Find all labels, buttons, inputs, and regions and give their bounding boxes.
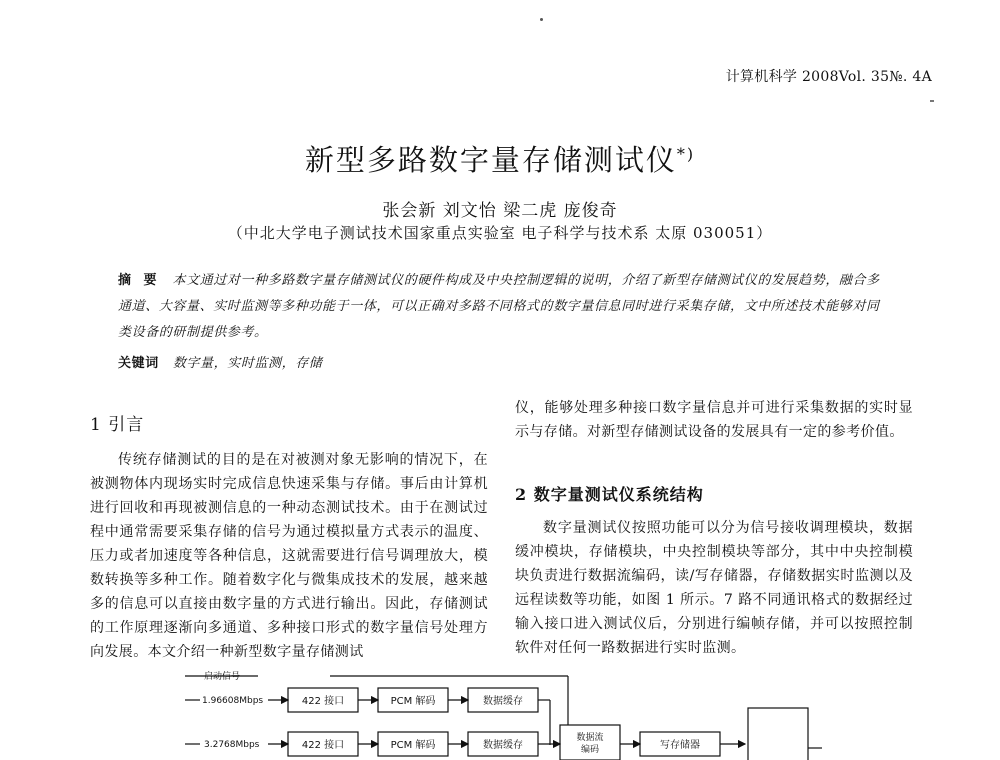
section-2-heading: 2 数字量测试仪系统结构: [515, 485, 704, 504]
affiliation: （中北大学电子测试技术国家重点实验室 电子科学与技术系 太原 030051）: [227, 224, 773, 242]
encoder-label-line2: 编码: [580, 745, 600, 755]
pcm-label: PCM 解码: [390, 696, 436, 707]
encoder-label-line1: 数据流: [576, 733, 604, 743]
journal-header: 计算机科学 2008Vol. 35№. 4A: [725, 69, 932, 85]
section-1-continuation: 仪，能够处理多种接口数字量信息并可进行采集数据的实时显示与存储。对新型存储测试设备的发展具有一定的参考价值。: [515, 400, 913, 440]
keywords-text: 数字量，实时监测，存储: [172, 356, 323, 371]
title-footnote-mark: *): [676, 144, 696, 164]
memory-label: 写存储器: [660, 740, 700, 751]
keywords-label: 关键词: [118, 356, 159, 371]
author-list: 张会新 刘文怡 梁二虎 庞俊奇: [382, 201, 618, 221]
if422-label: 422 接口: [301, 696, 345, 707]
abstract-label: 摘 要: [118, 273, 161, 288]
paper-title-text: 新型多路数字量存储测试仪: [304, 143, 677, 177]
buffer-label: 数据缓存: [483, 740, 523, 751]
control-box: [748, 708, 808, 760]
buffer-label: 数据缓存: [483, 696, 523, 707]
start-signal-label: 启动信号: [204, 672, 241, 682]
rate-label-2: 3.2768Mbps: [204, 740, 260, 750]
section-1-heading: 1 引言: [90, 415, 145, 435]
section-2-paragraph: 数字量测试仪按照功能可以分为信号接收调理模块，数据缓冲模块，存储模块，中央控制模块等部分，其中中央控制模块负责进行数据流编码，读/写存储器，存储数据实时监测以及远程读数等功能，如图 1 所示。7 路不同通讯格式的数据经过输入接口进入测试仪后，分别进行编帧存储，并可以按照控制软件对任何一路数据进行实时监测。: [515, 520, 913, 656]
pcm-label: PCM 解码: [390, 740, 436, 751]
abstract-text: 本文通过对一种多路数字量存储测试仪的硬件构成及中央控制逻辑的说明，介绍了新型存储测试仪的发展趋势，融合多通道、大容量、实时监测等多种功能于一体，可以正确对多路不同格式的数字量信息同时进行采集存储，文中所述技术能够对同类设备的研制提供参考。: [118, 273, 880, 340]
section-1-paragraph: 传统存储测试的目的是在对被测对象无影响的情况下，在被测物体内现场实时完成信息快速采集与存储。事后由计算机进行回收和再现被测信息的一种动态测试技术。由于在测试过程中通常需要采集存储的信号为通过模拟量方式表示的温度、压力或者加速度等各种信息，这就需要进行信号调理放大，模数转换等多种工作。随着数字化与微集成技术的发展，越来越多的信息可以直接由数字量的方式进行输出。因此，存储测试的工作原理逐渐向多通道、多种接口形式的数字量信号处理方向发展。本文介绍一种新型数字量存储测试: [90, 452, 488, 660]
rate-label-1: 1.96608Mbps: [202, 696, 264, 706]
if422-label: 422 接口: [301, 740, 345, 751]
